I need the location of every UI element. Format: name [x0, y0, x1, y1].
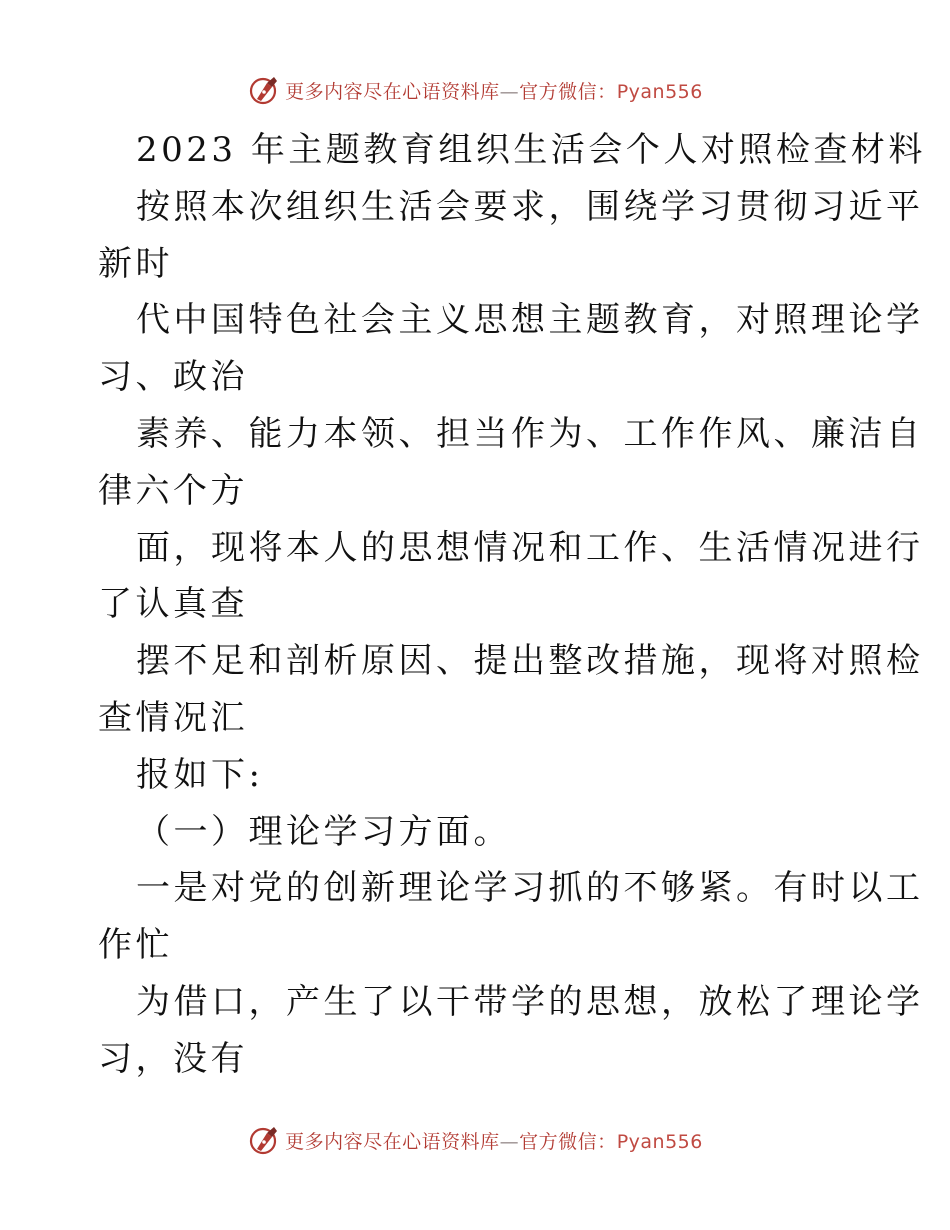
- paragraph-line: 报如下:: [136, 754, 264, 795]
- banner-site-name: 更多内容尽在心语资料库: [285, 80, 500, 103]
- paragraph-line: 为借口，产生了以干带学的思想，放松了理论学: [136, 981, 924, 1022]
- paragraph-line: 习、政治: [98, 357, 248, 398]
- paragraph-line: 摆不足和剖析原因、提出整改措施，现将对照检: [136, 641, 924, 682]
- document-title: 2023 年主题教育组织生活会个人对照检查材料: [136, 130, 926, 170]
- paragraph-line: 按照本次组织生活会要求，围绕学习贯彻习近平: [136, 186, 924, 227]
- paragraph-line: 面，现将本人的思想情况和工作、生活情况进行: [136, 527, 924, 568]
- pen-nib-logo-icon: [247, 73, 281, 107]
- banner-dash: —: [499, 80, 520, 103]
- banner-dash: —: [499, 1130, 520, 1153]
- paragraph-line: 一是对党的创新理论学习抓的不够紧。有时以工: [136, 868, 924, 909]
- header-watermark-banner: [0, 70, 950, 110]
- paragraph-line: 代中国特色社会主义思想主题教育，对照理论学: [136, 300, 924, 341]
- paragraph-line: 查情况汇: [98, 697, 248, 738]
- footer-watermark-banner: [0, 1120, 950, 1160]
- banner-wechat-id: Pyan556: [616, 1130, 703, 1153]
- banner-wechat-id: Pyan556: [616, 80, 703, 103]
- banner-site-name: 更多内容尽在心语资料库: [285, 1130, 500, 1153]
- paragraph-line: 律六个方: [98, 470, 248, 511]
- paragraph-line: 新时: [98, 243, 173, 284]
- banner-text: [285, 77, 703, 104]
- banner-wechat-label: 官方微信：: [519, 1130, 617, 1153]
- banner-wechat-label: 官方微信：: [519, 80, 617, 103]
- paragraph-line: 习，没有: [98, 1038, 248, 1079]
- paragraph-line: （一）理论学习方面。: [136, 811, 511, 852]
- paragraph-line: 了认真查: [98, 584, 248, 625]
- document-body: [98, 122, 926, 1088]
- pen-nib-logo-icon: [247, 1123, 281, 1157]
- paragraph-line: 素养、能力本领、担当作为、工作作风、廉洁自: [136, 413, 924, 454]
- paragraph-line: 作忙: [98, 925, 173, 966]
- banner-text: [285, 1127, 703, 1154]
